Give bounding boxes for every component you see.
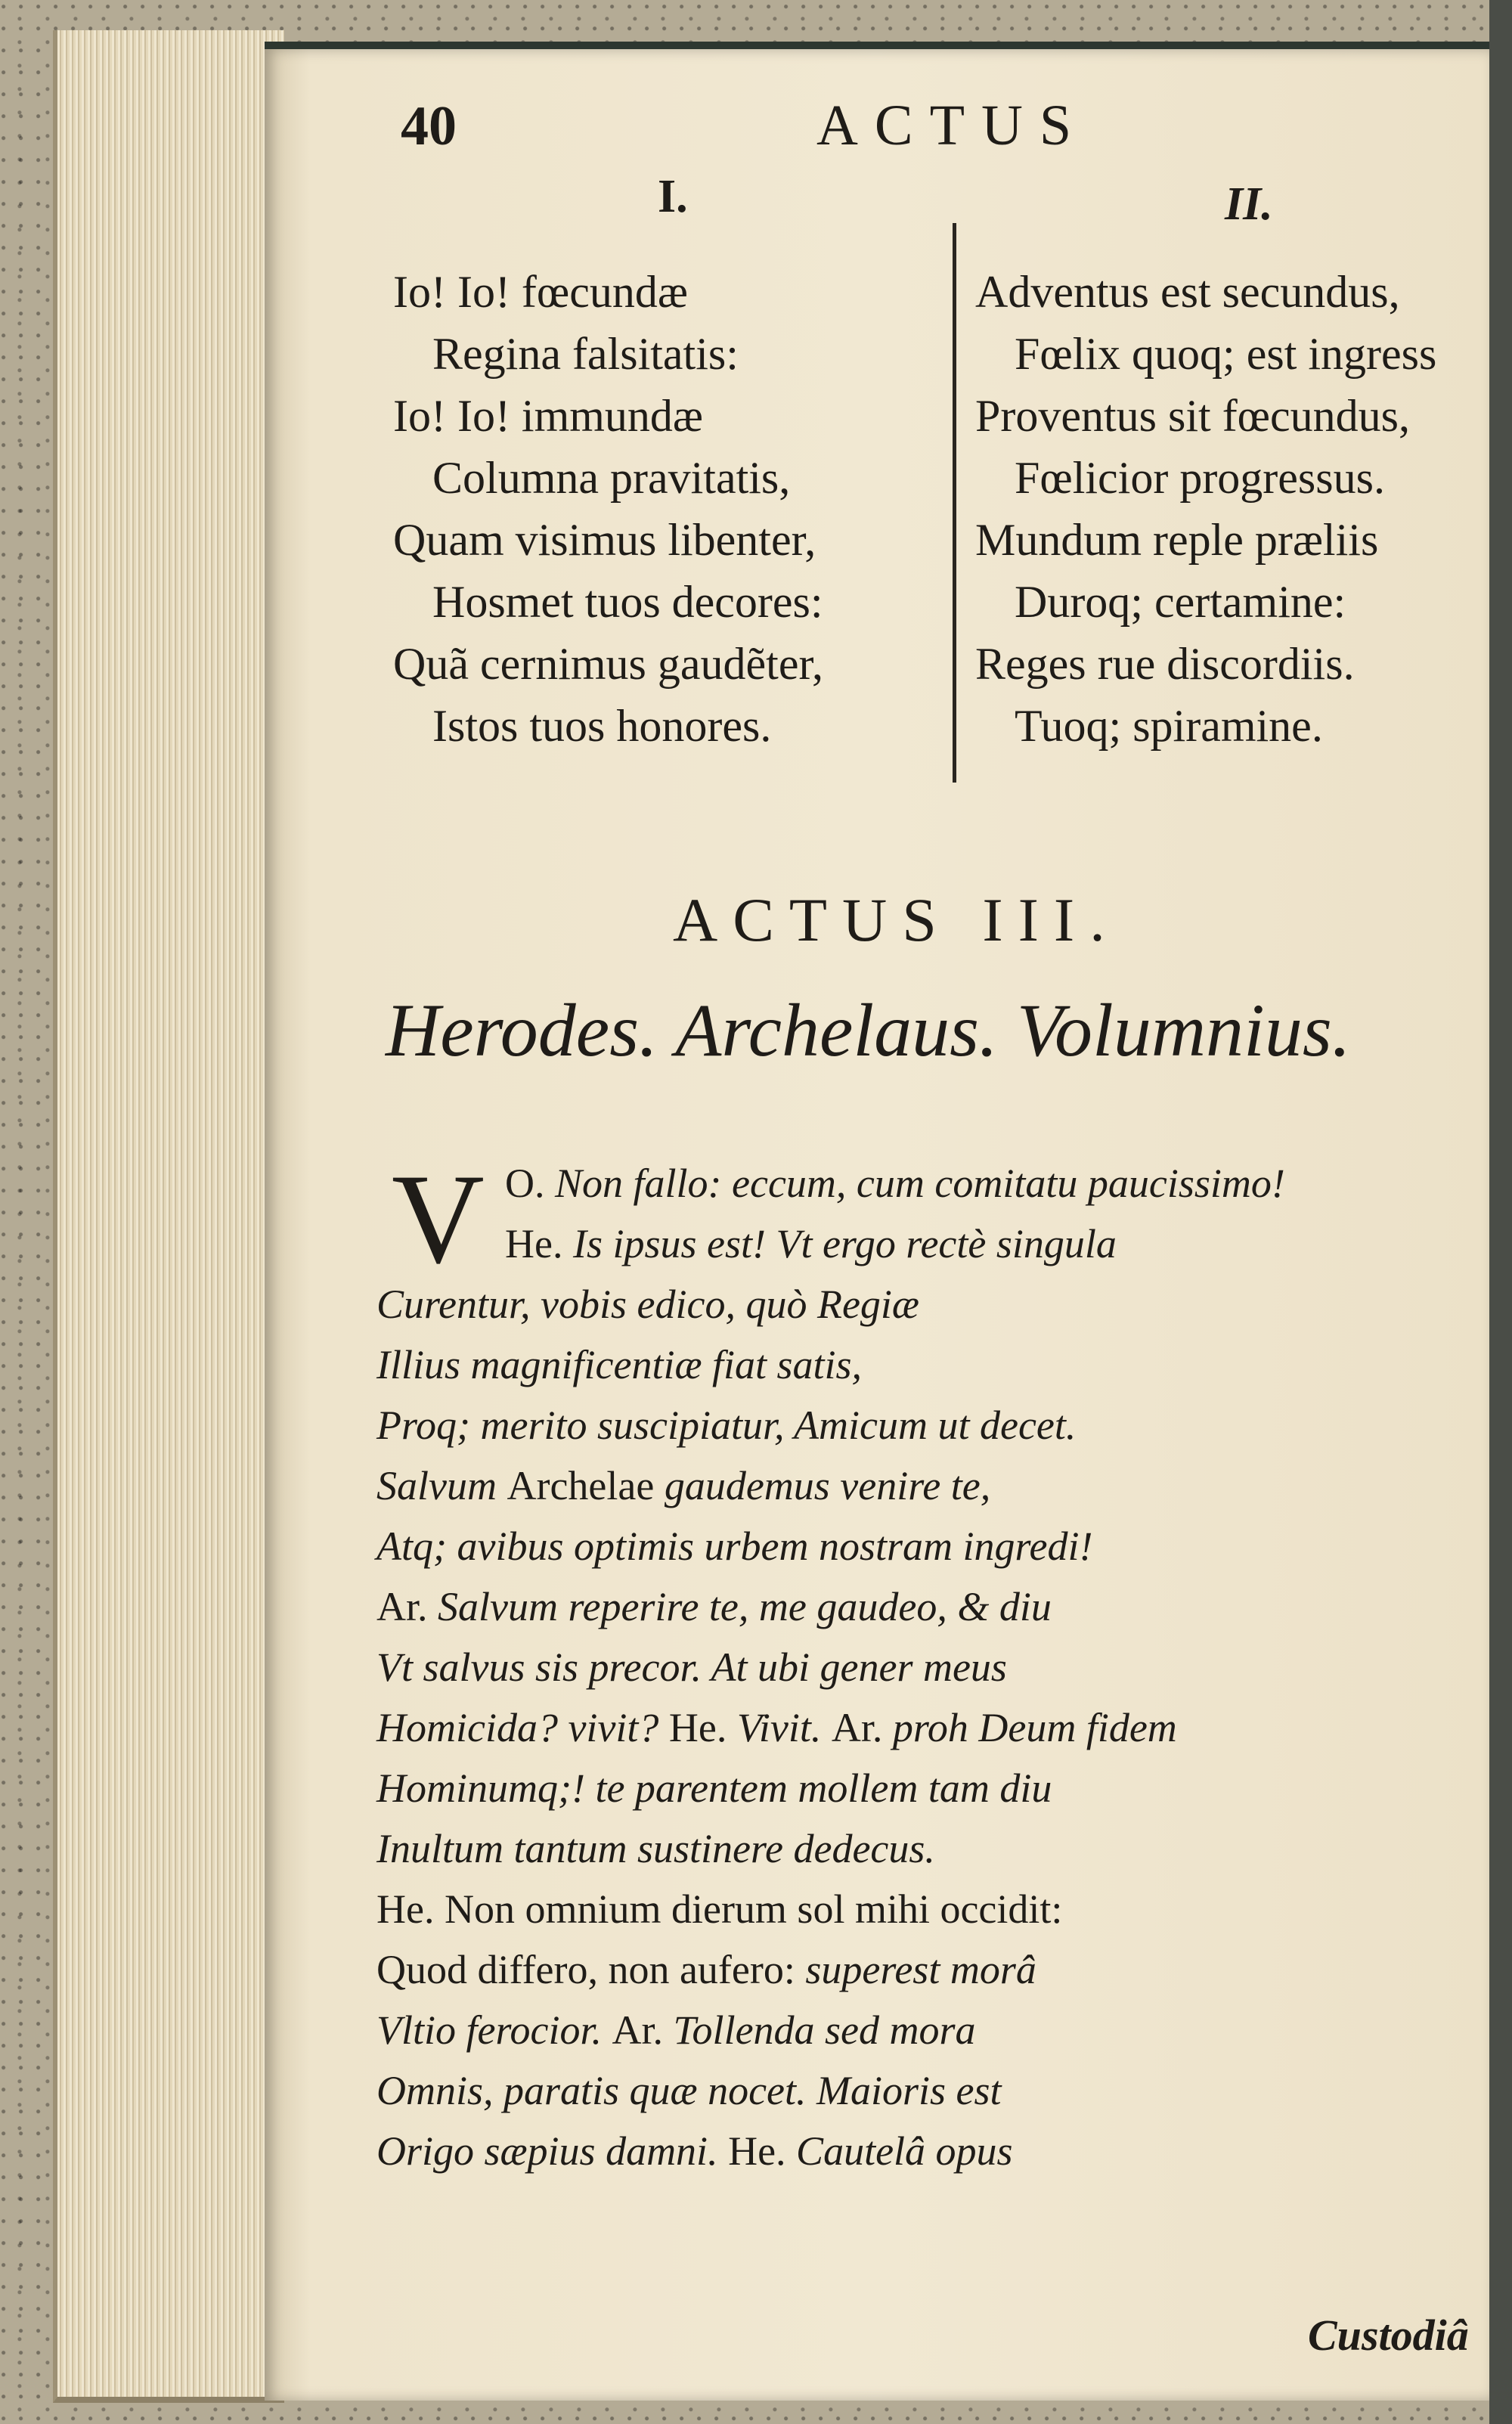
italic-segment: Vt salvus sis precor. At ubi gener meus [376, 1644, 1007, 1690]
dialogue-line [376, 1939, 1285, 2000]
cover-board-edge [1489, 0, 1512, 2424]
book-page [265, 42, 1489, 2401]
italic-segment: Inultum tantum sustinere dedecus. [376, 1826, 935, 1871]
roman-segment: He. [668, 1705, 737, 1750]
dialogue-line [376, 2000, 1285, 2060]
chorus-col2-line: Duroq; certamine: [1015, 577, 1346, 627]
chorus-col1-line: Io! Io! fœcundæ [393, 267, 688, 317]
chorus-column-1 [393, 261, 823, 757]
italic-segment: Salvum [376, 1463, 507, 1508]
roman-segment: Ar. [612, 2007, 674, 2053]
dialogue-text [376, 1148, 1285, 2181]
roman-segment: He. [505, 1221, 573, 1266]
dialogue-line [376, 1818, 1285, 1879]
italic-segment: Vivit. [736, 1705, 832, 1750]
drop-capital: V [392, 1148, 485, 1290]
dialogue-line [376, 1697, 1285, 1758]
dialogue-line [376, 1879, 1285, 1939]
italic-segment: superest morâ [805, 1947, 1036, 1992]
roman-segment: He. [728, 2128, 797, 2174]
italic-segment: Salvum reperire te, me gaudeo, & diu [438, 1584, 1052, 1629]
dialogue-line [376, 1758, 1285, 1818]
dialogue-line [376, 1274, 1285, 1334]
dialogue-line [376, 1637, 1285, 1697]
column-divider-rule [953, 223, 956, 783]
chorus-col1-line: Istos tuos honores. [432, 701, 772, 751]
dialogue-line [376, 2060, 1285, 2121]
dialogue-line [376, 1576, 1285, 1637]
italic-segment: Homicida? vivit? [376, 1705, 669, 1750]
chorus-column-2-number: II. [1225, 178, 1273, 230]
italic-segment: Proq; merito suscipiatur, Amicum ut decet. [376, 1403, 1077, 1448]
italic-segment: Vltio ferocior. [376, 2007, 612, 2053]
dialogue-line [376, 1395, 1285, 1455]
chorus-col1-line: Columna pravitatis, [432, 453, 791, 503]
italic-segment: proh Deum fidem [892, 1705, 1177, 1750]
chorus-column-2 [975, 261, 1436, 757]
catchword: Custodiâ [1308, 2311, 1469, 2360]
chorus-col2-line: Tuoq; spiramine. [1015, 701, 1323, 751]
chorus-col2-line: Mundum reple præliis [975, 515, 1379, 565]
italic-segment: Atq; avibus optimis urbem nostram ingredi! [376, 1524, 1093, 1569]
act-heading: ACTUS III. [673, 885, 1120, 954]
page-block-edges [53, 30, 284, 2403]
roman-segment: Ar. [831, 1705, 893, 1750]
dialogue-line [376, 1455, 1285, 1516]
dialogue-line [376, 1516, 1285, 1576]
chorus-col2-line: Reges rue discordiis. [975, 639, 1355, 689]
italic-segment: Origo sæpius damni. [376, 2128, 729, 2174]
italic-segment: Curentur, vobis edico, quò Regiæ [376, 1282, 919, 1327]
page-number: 40 [401, 95, 457, 157]
dialogue-line [376, 1153, 1285, 1214]
chorus-col1-line: Quã cernimus gaudẽter, [393, 639, 824, 689]
chorus-col1-line: Io! Io! immundæ [393, 391, 703, 441]
italic-segment: Omnis, paratis quæ nocet. Maioris est [376, 2068, 1002, 2113]
chorus-col1-line: Hosmet tuos decores: [432, 577, 823, 627]
roman-segment: Archelae [507, 1463, 665, 1508]
running-title: ACTUS [816, 94, 1089, 157]
italic-segment: Cautelâ opus [796, 2128, 1013, 2174]
italic-segment: Tollenda sed mora [673, 2007, 976, 2053]
dialogue-line [376, 1334, 1285, 1395]
roman-segment: Quod differo, non aufero: [376, 1947, 806, 1992]
roman-segment: O. [505, 1161, 555, 1206]
dramatis-personae: Herodes. Archelaus. Volumnius. [386, 988, 1351, 1072]
dialogue-line [376, 2121, 1285, 2181]
italic-segment: Illius magnificentiæ fiat satis, [376, 1342, 863, 1387]
chorus-col2-line: Proventus sit fœcundus, [975, 391, 1410, 441]
roman-segment: He. Non omnium dierum sol mihi occidit: [376, 1886, 1063, 1932]
chorus-col2-line: Fœlix quoq; est ingress [1015, 329, 1437, 379]
italic-segment: gaudemus venire te, [664, 1463, 991, 1508]
chorus-col1-line: Quam visimus libenter, [393, 515, 816, 565]
chorus-col2-line: Adventus est secundus, [975, 267, 1400, 317]
roman-segment: Ar. [376, 1584, 438, 1629]
italic-segment: Is ipsus est! Vt ergo rectè singula [572, 1221, 1117, 1266]
chorus-col2-line: Fœlicior progressus. [1015, 453, 1385, 503]
chorus-col1-line: Regina falsitatis: [432, 329, 739, 379]
dialogue-line [376, 1214, 1285, 1274]
italic-segment: Non fallo: eccum, cum comitatu paucissimo! [555, 1161, 1285, 1206]
italic-segment: Hominumq;! te parentem mollem tam diu [376, 1765, 1052, 1811]
chorus-column-1-number: I. [658, 171, 688, 222]
